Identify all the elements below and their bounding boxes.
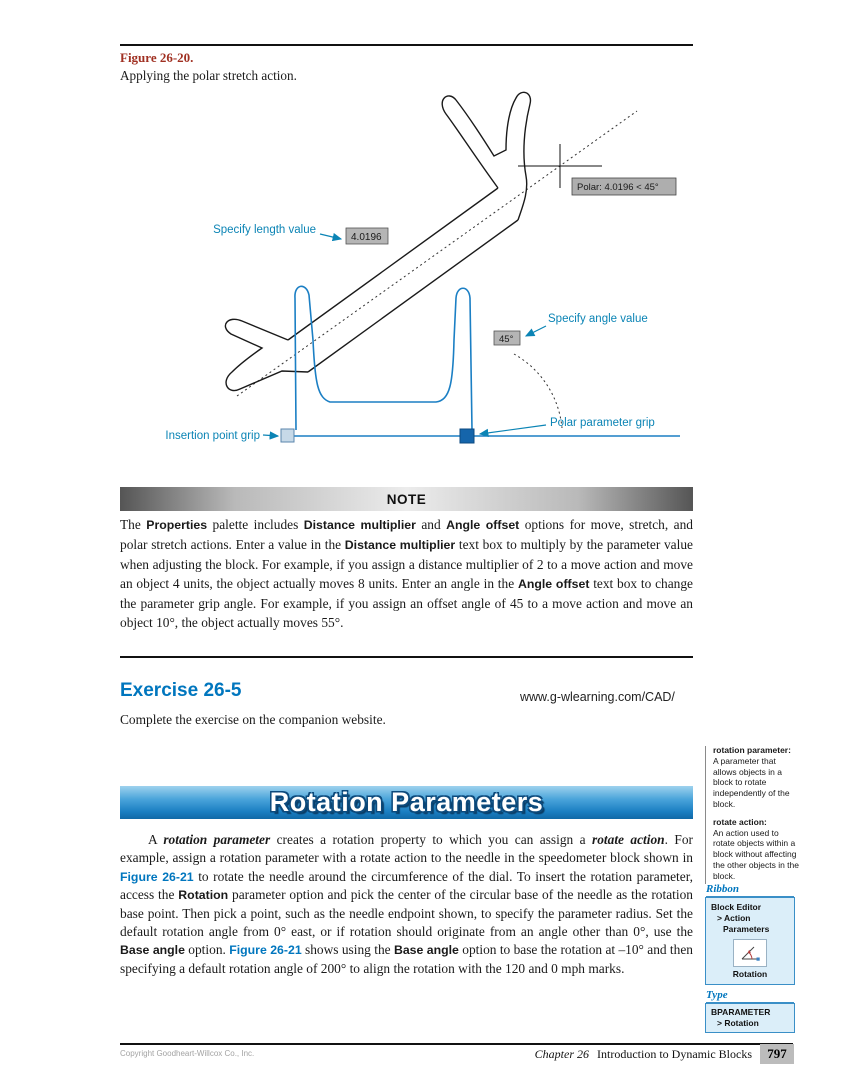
type-reference-box bbox=[705, 1003, 795, 1033]
margin-note-rule bbox=[705, 746, 706, 884]
tool-handle-bottom-edge bbox=[308, 220, 518, 372]
footer-chapter-title: Introduction to Dynamic Blocks bbox=[597, 1047, 752, 1061]
length-callout-arrow bbox=[320, 234, 341, 239]
ribbon-reference-label: Ribbon bbox=[706, 883, 794, 897]
length-callout-text: Specify length value bbox=[213, 224, 316, 236]
footer-chapter bbox=[535, 1047, 752, 1062]
text-segment: Base angle bbox=[393, 943, 459, 958]
text-segment: Angle offset bbox=[517, 577, 590, 591]
section-banner bbox=[120, 786, 693, 819]
text-segment: Properties bbox=[146, 518, 208, 532]
figure-caption: Applying the polar stretch action. bbox=[120, 68, 297, 83]
text-segment: option. bbox=[184, 942, 230, 958]
note-title: NOTE bbox=[386, 491, 427, 507]
section-paragraph bbox=[120, 831, 693, 978]
text-segment: A bbox=[148, 832, 164, 847]
note-header-bar bbox=[120, 487, 693, 511]
text-segment: creates a rotation property to which you can assign a bbox=[270, 832, 592, 847]
text-segment: Distance multiplier bbox=[344, 538, 456, 552]
exercise-body: Complete the exercise on the companion website. bbox=[120, 712, 386, 727]
angle-value-text: 45° bbox=[499, 334, 514, 345]
ribbon-path-line-1: Block Editor bbox=[711, 902, 762, 912]
text-segment: to rotate the needle around the circumference of the dial. To insert the rotation parameter, access the bbox=[120, 868, 693, 903]
text-segment: options for move, stretch, and polar stretch actions. Enter a value in the bbox=[120, 517, 694, 552]
text-segment: Distance multiplier bbox=[303, 518, 416, 532]
text-segment: The bbox=[120, 517, 147, 532]
text-segment: shows using the bbox=[301, 942, 394, 958]
margin-note-term: rotate action: bbox=[713, 816, 767, 827]
margin-note-term: rotation parameter: bbox=[713, 745, 791, 755]
ribbon-path-line-3: Parameters bbox=[723, 924, 770, 934]
text-segment: Rotation bbox=[178, 888, 229, 903]
type-reference-label: Type bbox=[706, 989, 794, 1003]
command-subname: > Rotation bbox=[717, 1018, 759, 1028]
construction-line bbox=[237, 111, 637, 396]
original-geometry-outline bbox=[295, 286, 472, 430]
text-segment: parameter option and pick the center of the circular base of the needle as the rotation base point. Then pick a point, such as the needle endpoint shown, to specify the parameter radius. Set the default rotation angle from 0° east, or if rotation should originate from an angle other than 0°, use the bbox=[120, 887, 693, 940]
angle-callout-text: Specify angle value bbox=[548, 313, 648, 325]
rotation-parameter-icon bbox=[738, 943, 762, 963]
ribbon-path-line-2: > Action bbox=[717, 913, 751, 923]
text-segment: palette includes bbox=[207, 517, 304, 532]
text-segment: text box to change the parameter grip angle. For example, if you assign an offset angle of 45 to a move action and move an object 10°, the object actually moves 55°. bbox=[120, 576, 694, 630]
polar-callout-arrow bbox=[480, 425, 546, 434]
text-segment: rotate action bbox=[592, 832, 665, 847]
angle-callout-arrow bbox=[526, 326, 546, 336]
length-value-text: 4.0196 bbox=[351, 232, 382, 243]
figure-label: Figure 26-20. bbox=[120, 50, 194, 65]
text-segment: text box to multiply by the parameter value when adjusting the block. For example, if you assign a distance multiplier of 2 to a move action and move an object 4 units, the object actually moves 8 units. Enter an angle in the bbox=[120, 537, 693, 591]
text-segment: rotation parameter bbox=[163, 832, 271, 847]
footer-copyright: Copyright Goodheart-Willcox Co., Inc. bbox=[120, 1049, 255, 1058]
text-segment: Base angle bbox=[120, 943, 185, 958]
section-title: Rotation Parameters bbox=[269, 787, 544, 817]
ribbon-reference-box bbox=[705, 897, 795, 985]
rotation-tool-button bbox=[733, 939, 767, 967]
text-segment: and bbox=[415, 517, 447, 532]
margin-note bbox=[713, 817, 799, 882]
insertion-callout-arrow bbox=[263, 435, 278, 436]
text-segment: option to base the rotation at –10° and then specifying a default rotation angle of 200° to align the rotation with the 120 and 0 mph marks. bbox=[120, 942, 693, 976]
tool-handle-top-edge bbox=[288, 188, 498, 340]
text-segment: Figure 26-21 bbox=[229, 943, 302, 958]
margin-note-definition: A parameter that allows objects in a block to rotate independently of the block. bbox=[713, 755, 790, 809]
insertion-point-grip bbox=[281, 429, 294, 442]
margin-note-definition: An action used to rotate objects within a block without affecting the other objects in the block. bbox=[713, 827, 800, 881]
page-number: 797 bbox=[760, 1044, 794, 1064]
polar-parameter-grip bbox=[460, 429, 474, 443]
footer-rule bbox=[120, 1043, 793, 1045]
top-rule bbox=[120, 44, 693, 46]
text-segment: . For example, assign a rotation parameter with a rotate action to the needle in the speedometer block shown in bbox=[120, 832, 693, 866]
exercise-title: Exercise 26-5 bbox=[120, 680, 242, 701]
insertion-callout-text: Insertion point grip bbox=[165, 430, 260, 442]
polar-callout-text: Polar parameter grip bbox=[550, 417, 655, 429]
ribbon-tool-name: Rotation bbox=[732, 969, 768, 979]
command-name: BPARAMETER bbox=[711, 1007, 771, 1017]
polar-tooltip-text: Polar: 4.0196 < 45° bbox=[577, 182, 659, 193]
section-rule bbox=[120, 656, 693, 658]
exercise-url: www.g-wlearning.com/CAD/ bbox=[520, 690, 675, 704]
tool-fork-outline bbox=[442, 92, 530, 220]
text-segment: Angle offset bbox=[446, 518, 520, 532]
text-segment: Figure 26-21 bbox=[120, 869, 194, 884]
margin-note bbox=[713, 745, 799, 810]
note-body bbox=[120, 515, 693, 632]
footer-chapter-label: Chapter 26 bbox=[534, 1047, 590, 1061]
margin-notes bbox=[713, 745, 799, 889]
polar-stretch-diagram bbox=[120, 88, 700, 468]
